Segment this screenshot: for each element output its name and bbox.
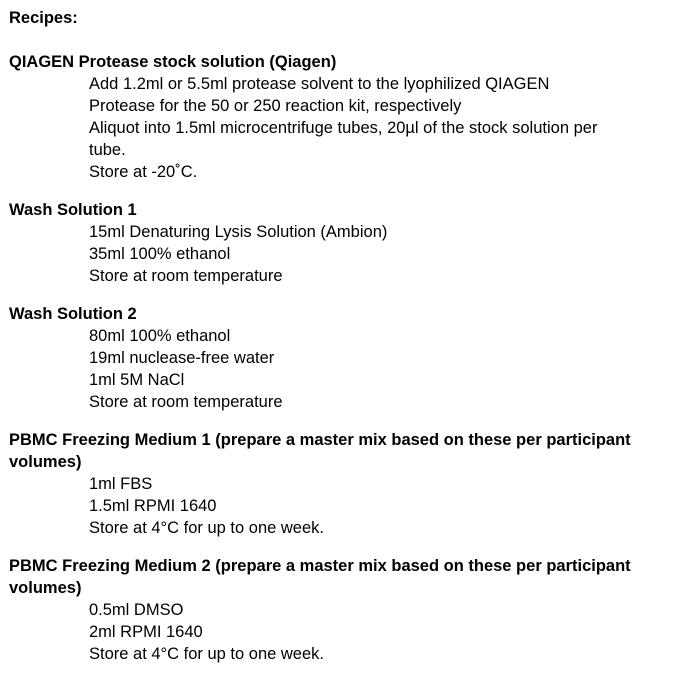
recipe-line: 1.5ml RPMI 1640 [89,497,217,515]
recipe-steps [9,599,689,665]
recipe-line: 1ml FBS [89,475,153,493]
recipe-title: Wash Solution 1 [9,201,137,219]
recipe-qiagen-protease [9,51,689,183]
recipe-line: Store at 4°C for up to one week. [89,519,324,537]
recipe-line: Store at -20˚C. [89,163,198,181]
recipe-line: Store at room temperature [89,267,283,285]
recipe-line: 15ml Denaturing Lysis Solution (Ambion) [89,223,388,241]
recipe-steps [9,73,689,183]
recipe-line: 80ml 100% ethanol [89,327,231,345]
document-page [9,7,689,681]
recipe-title: PBMC Freezing Medium 2 (prepare a master mix based on these per participant volumes) [9,557,631,597]
recipe-line: Store at 4°C for up to one week. [89,645,324,663]
recipe-pbmc-freezing-medium-2 [9,555,689,665]
recipe-line: 19ml nuclease-free water [89,349,275,367]
recipe-title: PBMC Freezing Medium 1 (prepare a master mix based on these per participant volumes) [9,431,631,471]
recipe-line: Protease for the 50 or 250 reaction kit, respectively [89,97,462,115]
recipe-line: 35ml 100% ethanol [89,245,231,263]
recipe-pbmc-freezing-medium-1 [9,429,689,539]
recipe-steps [9,473,689,539]
document-title: Recipes: [9,9,78,27]
recipe-title: Wash Solution 2 [9,305,137,323]
recipe-title: QIAGEN Protease stock solution (Qiagen) [9,53,337,71]
recipe-line: 1ml 5M NaCl [89,371,185,389]
recipe-steps [9,221,689,287]
recipe-steps [9,325,689,413]
recipe-line: tube. [89,141,126,159]
recipe-line: 2ml RPMI 1640 [89,623,203,641]
recipe-line: 0.5ml DMSO [89,601,184,619]
recipe-line: Add 1.2ml or 5.5ml protease solvent to the lyophilized QIAGEN [89,75,550,93]
recipe-line: Store at room temperature [89,393,283,411]
recipe-wash-solution-2 [9,303,689,413]
recipe-line: Aliquot into 1.5ml microcentrifuge tubes, 20µl of the stock solution per [89,119,598,137]
recipe-wash-solution-1 [9,199,689,287]
